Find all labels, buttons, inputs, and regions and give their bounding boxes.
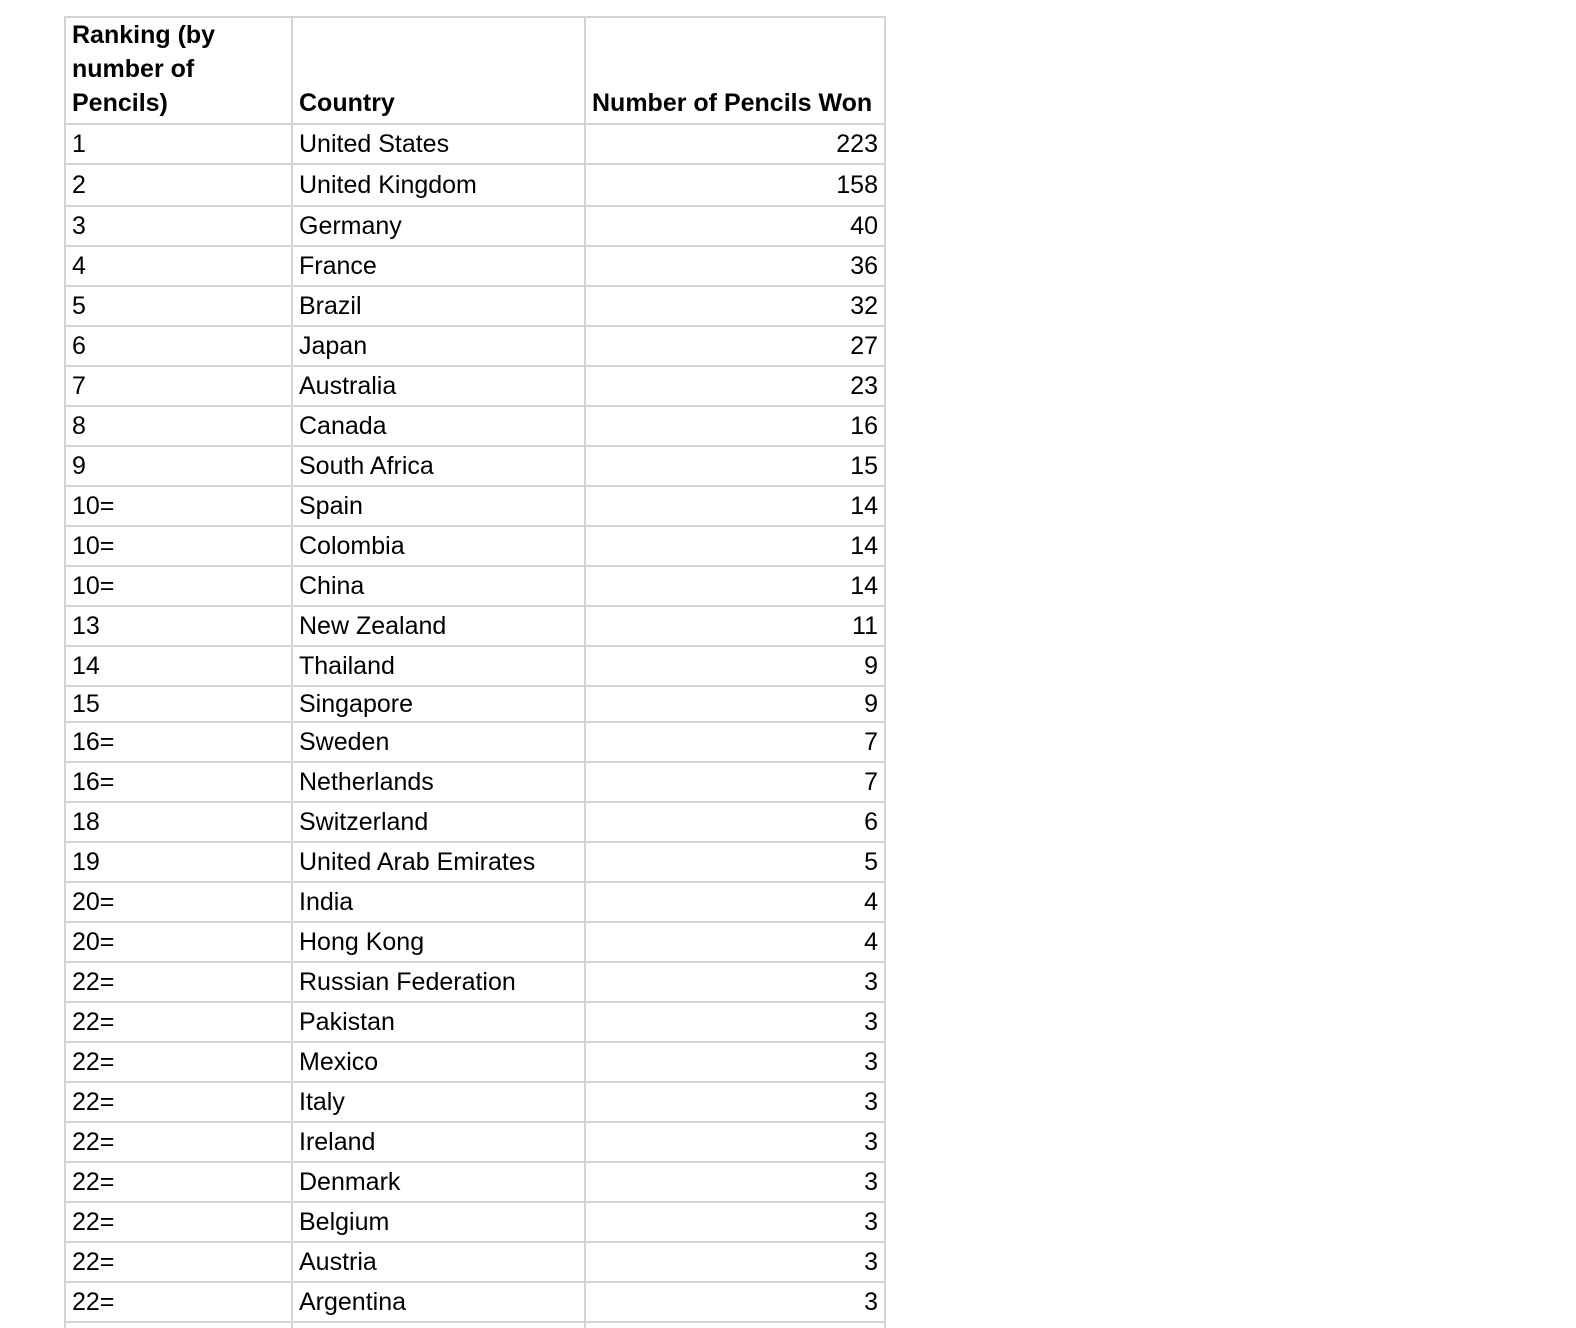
pencil-count-cell: 9 <box>585 686 885 722</box>
table-row <box>65 1082 885 1122</box>
country-cell: Switzerland <box>292 802 585 842</box>
country-cell: Thailand <box>292 646 585 686</box>
pencil-count-cell: 6 <box>585 802 885 842</box>
table-row <box>65 722 885 762</box>
table-row <box>65 526 885 566</box>
country-cell: South Africa <box>292 446 585 486</box>
table-row <box>65 1162 885 1202</box>
rank-cell: 14 <box>65 646 292 686</box>
table-row <box>65 882 885 922</box>
rank-cell: 9 <box>65 446 292 486</box>
pencil-count-cell: 14 <box>585 486 885 526</box>
country-cell: Ireland <box>292 1122 585 1162</box>
country-cell: Belgium <box>292 1202 585 1242</box>
pencil-count-cell: 3 <box>585 1202 885 1242</box>
table-row <box>65 606 885 646</box>
pencil-count-cell: 4 <box>585 922 885 962</box>
pencil-count-cell: 14 <box>585 526 885 566</box>
table-row <box>65 164 885 206</box>
rank-cell: 22= <box>65 1282 292 1322</box>
country-cell: Netherlands <box>292 762 585 802</box>
pencil-count-cell: 16 <box>585 406 885 446</box>
pencil-count-cell: 7 <box>585 722 885 762</box>
table-row <box>65 1002 885 1042</box>
truncated-cell <box>292 1322 585 1328</box>
rank-cell: 6 <box>65 326 292 366</box>
pencil-count-cell: 3 <box>585 1082 885 1122</box>
pencils-table-sheet <box>64 16 884 1328</box>
country-cell: United Kingdom <box>292 164 585 206</box>
pencil-count-cell: 36 <box>585 246 885 286</box>
pencil-count-cell: 3 <box>585 1162 885 1202</box>
rank-cell: 22= <box>65 1122 292 1162</box>
table-row <box>65 286 885 326</box>
rank-cell: 22= <box>65 1162 292 1202</box>
rank-cell: 22= <box>65 1082 292 1122</box>
rank-cell: 10= <box>65 526 292 566</box>
table-row <box>65 1042 885 1082</box>
table-row <box>65 124 885 164</box>
pencil-count-cell: 158 <box>585 164 885 206</box>
country-cell: Mexico <box>292 1042 585 1082</box>
country-cell: United States <box>292 124 585 164</box>
country-cell: Russian Federation <box>292 962 585 1002</box>
table-row <box>65 842 885 882</box>
pencil-count-cell: 40 <box>585 206 885 246</box>
pencil-count-cell: 4 <box>585 882 885 922</box>
header-country: Country <box>292 17 585 124</box>
table-body <box>65 124 885 1328</box>
rank-cell: 10= <box>65 486 292 526</box>
rank-cell: 4 <box>65 246 292 286</box>
rank-cell: 8 <box>65 406 292 446</box>
rank-cell: 22= <box>65 1202 292 1242</box>
rank-cell: 1 <box>65 124 292 164</box>
truncated-cell <box>65 1322 292 1328</box>
table-row <box>65 566 885 606</box>
table-row <box>65 406 885 446</box>
country-cell: Australia <box>292 366 585 406</box>
country-cell: Japan <box>292 326 585 366</box>
table-row <box>65 922 885 962</box>
table-row <box>65 1202 885 1242</box>
rank-cell: 22= <box>65 962 292 1002</box>
pencil-count-cell: 14 <box>585 566 885 606</box>
country-cell: Singapore <box>292 686 585 722</box>
pencil-count-cell: 3 <box>585 1122 885 1162</box>
country-cell: Italy <box>292 1082 585 1122</box>
rank-cell: 15 <box>65 686 292 722</box>
rank-cell: 3 <box>65 206 292 246</box>
header-rank: Ranking (by number of Pencils) <box>65 17 292 124</box>
country-cell: Germany <box>292 206 585 246</box>
table-row <box>65 686 885 722</box>
country-cell: Hong Kong <box>292 922 585 962</box>
rank-cell: 22= <box>65 1002 292 1042</box>
pencil-count-cell: 3 <box>585 1242 885 1282</box>
rank-cell: 18 <box>65 802 292 842</box>
country-cell: Colombia <box>292 526 585 566</box>
country-cell: Austria <box>292 1242 585 1282</box>
table-row <box>65 762 885 802</box>
table-row <box>65 962 885 1002</box>
country-cell: Spain <box>292 486 585 526</box>
table-row <box>65 1122 885 1162</box>
truncated-row-edge <box>65 1322 885 1328</box>
rank-cell: 5 <box>65 286 292 326</box>
country-cell: Denmark <box>292 1162 585 1202</box>
country-cell: New Zealand <box>292 606 585 646</box>
table-row <box>65 486 885 526</box>
country-cell: France <box>292 246 585 286</box>
rank-cell: 20= <box>65 922 292 962</box>
country-cell: Canada <box>292 406 585 446</box>
pencil-count-cell: 32 <box>585 286 885 326</box>
pencil-count-cell: 3 <box>585 1002 885 1042</box>
table-row <box>65 366 885 406</box>
header-count: Number of Pencils Won <box>585 17 885 124</box>
pencil-count-cell: 3 <box>585 1282 885 1322</box>
pencil-count-cell: 23 <box>585 366 885 406</box>
country-cell: Brazil <box>292 286 585 326</box>
pencil-count-cell: 3 <box>585 962 885 1002</box>
pencil-count-cell: 5 <box>585 842 885 882</box>
table-row <box>65 206 885 246</box>
country-cell: Sweden <box>292 722 585 762</box>
table-row <box>65 1282 885 1322</box>
country-cell: Pakistan <box>292 1002 585 1042</box>
pencil-count-cell: 27 <box>585 326 885 366</box>
table-row <box>65 1242 885 1282</box>
rank-cell: 22= <box>65 1242 292 1282</box>
rank-cell: 10= <box>65 566 292 606</box>
pencil-count-cell: 9 <box>585 646 885 686</box>
country-cell: India <box>292 882 585 922</box>
pencil-count-cell: 15 <box>585 446 885 486</box>
pencil-count-cell: 223 <box>585 124 885 164</box>
table-row <box>65 446 885 486</box>
truncated-cell <box>585 1322 885 1328</box>
country-cell: China <box>292 566 585 606</box>
rank-cell: 16= <box>65 722 292 762</box>
table-row <box>65 802 885 842</box>
country-cell: Argentina <box>292 1282 585 1322</box>
table-row <box>65 646 885 686</box>
pencils-by-country-table <box>64 16 886 1328</box>
header-row <box>65 17 885 124</box>
rank-cell: 20= <box>65 882 292 922</box>
rank-cell: 13 <box>65 606 292 646</box>
pencil-count-cell: 3 <box>585 1042 885 1082</box>
rank-cell: 22= <box>65 1042 292 1082</box>
rank-cell: 19 <box>65 842 292 882</box>
pencil-count-cell: 11 <box>585 606 885 646</box>
rank-cell: 2 <box>65 164 292 206</box>
rank-cell: 7 <box>65 366 292 406</box>
table-row <box>65 246 885 286</box>
pencil-count-cell: 7 <box>585 762 885 802</box>
table-row <box>65 326 885 366</box>
rank-cell: 16= <box>65 762 292 802</box>
country-cell: United Arab Emirates <box>292 842 585 882</box>
